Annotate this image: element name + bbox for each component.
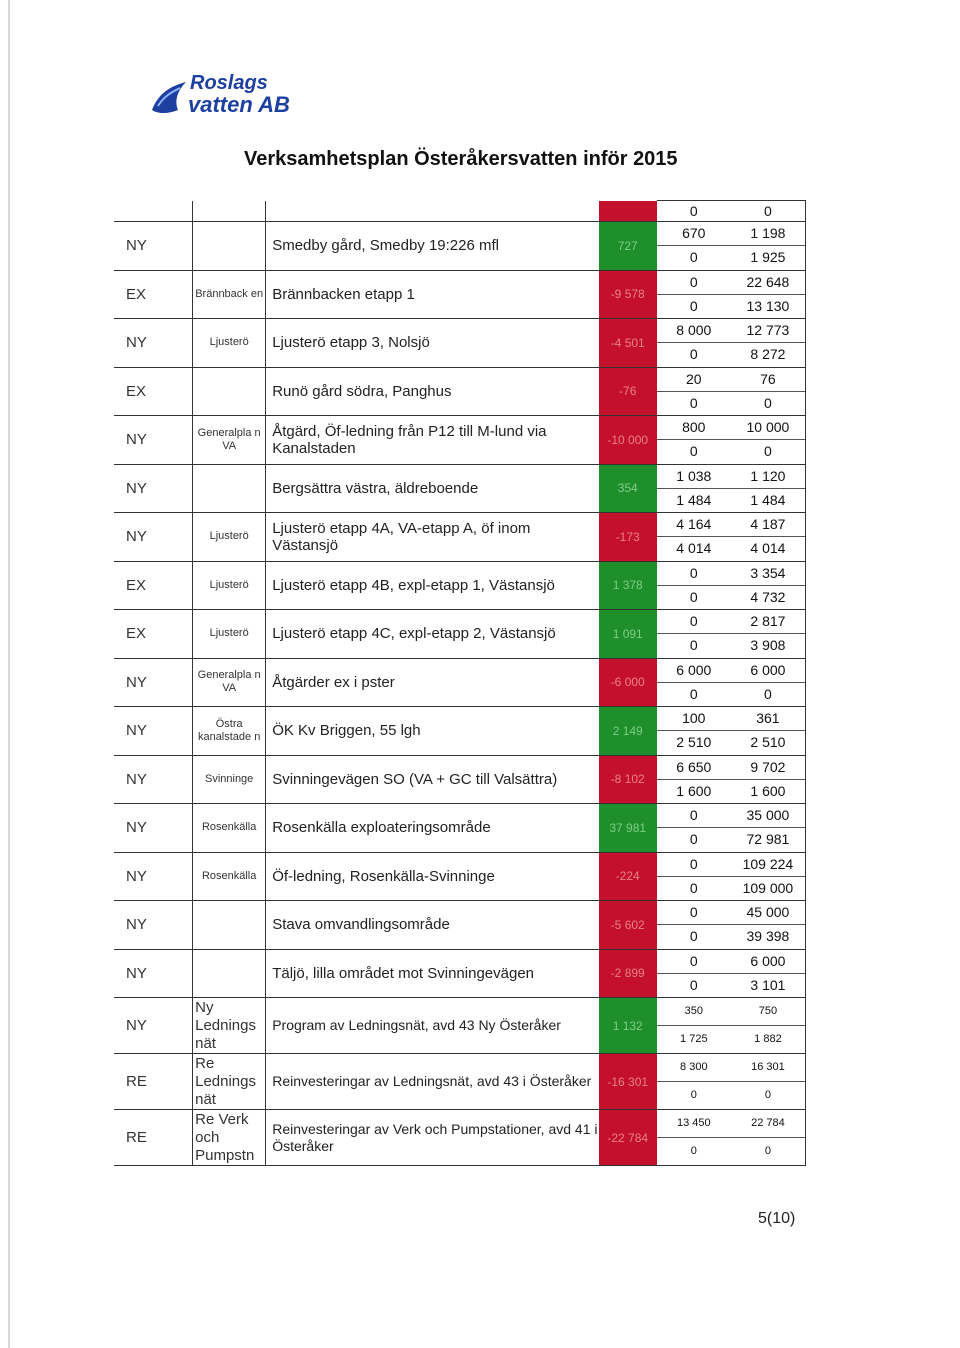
value-cell: 4 014 <box>750 540 786 557</box>
value-cell: 6 000 <box>657 659 731 683</box>
row-description: Täljö, lilla området mot Svinningevägen <box>266 949 599 998</box>
value-cell: 1 198 <box>731 222 805 246</box>
value-cell: 13 130 <box>746 297 790 314</box>
value-cell: 0 <box>657 950 731 974</box>
value-cell: 6 650 <box>657 756 731 780</box>
row-description: Ljusterö etapp 4A, VA-etapp A, öf inom Västansjö <box>266 513 599 562</box>
value-cell: 13 450 <box>657 1110 731 1138</box>
value-cell: 0 <box>764 685 772 702</box>
value-cell: 1 484 <box>750 491 786 508</box>
row-area: Ljusterö <box>193 513 266 562</box>
page-number: 5(10) <box>758 1210 796 1227</box>
value-cell: 0 <box>764 443 772 460</box>
row-description: Brännbacken etapp 1 <box>266 270 599 319</box>
row-values-2 <box>731 416 806 465</box>
value-pair <box>657 1110 731 1165</box>
value-pair <box>657 368 731 416</box>
row-values-1 <box>657 270 731 319</box>
value-pair <box>657 610 731 658</box>
value-cell: 3 101 <box>750 976 786 993</box>
row-status-bar: -10 000 <box>599 416 657 465</box>
row-type: NY <box>114 852 193 901</box>
value-cell: 2 510 <box>750 734 786 751</box>
row-type: NY <box>114 513 193 562</box>
row-description: Reinvesteringar av Ledningsnät, avd 43 i Österåker <box>266 1054 599 1110</box>
row-status-bar: -173 <box>599 513 657 562</box>
value-cell: 800 <box>657 416 731 440</box>
value-pair <box>657 853 731 901</box>
value-pair <box>731 756 805 804</box>
value-cell: 0 <box>690 1145 697 1157</box>
row-status-bar: 1 378 <box>599 561 657 610</box>
row-values-1 <box>657 319 731 368</box>
company-logo <box>148 72 318 122</box>
row-values-2 <box>731 1054 806 1110</box>
value-cell: 0 <box>689 685 698 702</box>
table-row <box>114 901 806 950</box>
row-status-bar: 1 091 <box>599 610 657 659</box>
value-pair <box>657 513 731 561</box>
row-values-2 <box>731 901 806 950</box>
value-pair <box>731 659 805 707</box>
row-type: NY <box>114 998 193 1054</box>
row-values-2 <box>731 707 806 756</box>
value-cell: 20 <box>657 368 731 392</box>
row-area <box>193 464 266 513</box>
value-cell: 0 <box>689 879 698 896</box>
value-cell: 16 301 <box>731 1054 805 1082</box>
row-values-1 <box>657 1054 731 1110</box>
value-cell: 45 000 <box>731 901 805 925</box>
row-values-2 <box>731 998 806 1054</box>
value-pair <box>731 1110 805 1165</box>
row-values-1 <box>657 513 731 562</box>
row-description: Runö gård södra, Panghus <box>266 367 599 416</box>
scan-edge <box>8 0 10 1348</box>
value-cell: 1 600 <box>676 782 712 799</box>
row-area: Re Lednings nät <box>193 1054 266 1110</box>
value-pair <box>657 562 731 610</box>
value-cell: 4 164 <box>657 513 731 537</box>
value-cell: 3 908 <box>750 637 786 654</box>
row-type: NY <box>114 464 193 513</box>
row-values-1 <box>657 707 731 756</box>
value-cell: 1 600 <box>750 782 786 799</box>
value-cell: 1 725 <box>680 1033 708 1045</box>
table-row <box>114 416 806 465</box>
value-pair <box>657 707 731 755</box>
value-cell: 1 882 <box>754 1033 782 1045</box>
value-cell: 0 <box>689 443 698 460</box>
value-pair <box>657 998 731 1053</box>
value-cell: 0 <box>764 1089 771 1101</box>
row-area: Ljusterö <box>193 561 266 610</box>
row-status-bar: -16 301 <box>599 1054 657 1110</box>
row-area <box>193 222 266 271</box>
value-cell: 1 925 <box>750 249 786 266</box>
table-row <box>114 610 806 659</box>
value-cell: 0 <box>657 610 731 634</box>
value-cell: 35 000 <box>731 804 805 828</box>
row-area <box>193 901 266 950</box>
value-cell: 0 <box>657 562 731 586</box>
row-values-2 <box>731 513 806 562</box>
value-cell: 1 484 <box>676 491 712 508</box>
value-cell: 39 398 <box>746 928 790 945</box>
row-values-1 <box>657 804 731 853</box>
value-cell: 0 <box>689 297 698 314</box>
header-value-1: 0 <box>657 201 731 222</box>
row-status-bar: -6 000 <box>599 658 657 707</box>
value-pair <box>731 901 805 949</box>
table-row <box>114 707 806 756</box>
row-description: Stava omvandlingsområde <box>266 901 599 950</box>
row-values-2 <box>731 367 806 416</box>
value-cell: 100 <box>657 707 731 731</box>
table-row <box>114 804 806 853</box>
row-values-1 <box>657 755 731 804</box>
row-values-2 <box>731 804 806 853</box>
row-status-bar: 1 132 <box>599 998 657 1054</box>
row-type: RE <box>114 1110 193 1166</box>
row-area: Ny Lednings nät <box>193 998 266 1054</box>
row-description: Bergsättra västra, äldreboende <box>266 464 599 513</box>
row-area: Re Verk och Pumpstn <box>193 1110 266 1166</box>
row-values-2 <box>731 658 806 707</box>
row-values-2 <box>731 949 806 998</box>
row-status-bar: -76 <box>599 367 657 416</box>
table-row <box>114 998 806 1054</box>
row-values-1 <box>657 949 731 998</box>
row-type: NY <box>114 901 193 950</box>
table-row <box>114 561 806 610</box>
value-cell: 4 014 <box>676 540 712 557</box>
value-pair <box>657 465 731 513</box>
row-area: Generalpla n VA <box>193 416 266 465</box>
row-type: NY <box>114 222 193 271</box>
row-values-1 <box>657 222 731 271</box>
row-values-1 <box>657 561 731 610</box>
value-pair <box>731 368 805 416</box>
row-type: NY <box>114 949 193 998</box>
row-status-bar: -22 784 <box>599 1110 657 1166</box>
row-type: NY <box>114 416 193 465</box>
row-values-1 <box>657 1110 731 1166</box>
row-description: ÖK Kv Briggen, 55 lgh <box>266 707 599 756</box>
header-row <box>114 201 806 222</box>
value-cell: 750 <box>731 998 805 1026</box>
row-status-bar: -8 102 <box>599 755 657 804</box>
value-cell: 109 224 <box>731 853 805 877</box>
value-pair <box>657 901 731 949</box>
value-cell: 109 000 <box>742 879 794 896</box>
row-description: Reinvesteringar av Verk och Pumpstationer, avd 41 i Österåker <box>266 1110 599 1166</box>
value-pair <box>731 271 805 319</box>
row-description: Åtgärd, Öf-ledning från P12 till M-lund via Kanalstaden <box>266 416 599 465</box>
value-cell: 0 <box>764 394 772 411</box>
row-status-bar: 2 149 <box>599 707 657 756</box>
value-cell: 1 038 <box>657 465 731 489</box>
value-pair <box>657 804 731 852</box>
row-type: NY <box>114 755 193 804</box>
value-pair <box>731 465 805 513</box>
row-status-bar: 727 <box>599 222 657 271</box>
value-cell: 0 <box>690 1089 697 1101</box>
table-row <box>114 464 806 513</box>
value-cell: 0 <box>689 637 698 654</box>
row-area: Generalpla n VA <box>193 658 266 707</box>
logo-line-2: vatten AB <box>188 92 290 117</box>
row-description: Rosenkälla exploateringsområde <box>266 804 599 853</box>
row-type: NY <box>114 658 193 707</box>
row-type: EX <box>114 561 193 610</box>
row-status-bar: -5 602 <box>599 901 657 950</box>
row-type: NY <box>114 804 193 853</box>
row-values-2 <box>731 222 806 271</box>
row-values-1 <box>657 416 731 465</box>
value-pair <box>731 804 805 852</box>
investment-table <box>114 200 806 1166</box>
value-cell: 0 <box>689 976 698 993</box>
water-drop-icon <box>148 80 188 116</box>
row-description: Öf-ledning, Rosenkälla-Svinninge <box>266 852 599 901</box>
row-area: Rosenkälla <box>193 852 266 901</box>
value-cell: 0 <box>657 804 731 828</box>
row-type: EX <box>114 270 193 319</box>
table-row <box>114 319 806 368</box>
value-cell: 6 000 <box>731 950 805 974</box>
value-cell: 0 <box>657 271 731 295</box>
row-status-bar: 37 981 <box>599 804 657 853</box>
value-cell: 8 300 <box>657 1054 731 1082</box>
row-values-1 <box>657 464 731 513</box>
value-pair <box>731 610 805 658</box>
row-status-bar: -9 578 <box>599 270 657 319</box>
row-values-2 <box>731 1110 806 1166</box>
table-row <box>114 367 806 416</box>
value-cell: 10 000 <box>731 416 805 440</box>
value-cell: 22 784 <box>731 1110 805 1138</box>
value-pair <box>657 271 731 319</box>
table-row <box>114 1110 806 1166</box>
value-pair <box>657 950 731 998</box>
value-pair <box>731 562 805 610</box>
value-cell: 76 <box>731 368 805 392</box>
table-row <box>114 949 806 998</box>
value-cell: 72 981 <box>746 831 790 848</box>
value-cell: 2 510 <box>676 734 712 751</box>
value-cell: 3 354 <box>731 562 805 586</box>
value-cell: 22 648 <box>731 271 805 295</box>
row-type: NY <box>114 707 193 756</box>
header-value-2: 0 <box>731 201 806 222</box>
table-row <box>114 222 806 271</box>
value-cell: 361 <box>731 707 805 731</box>
table-row <box>114 755 806 804</box>
value-cell: 0 <box>689 249 698 266</box>
value-cell: 9 702 <box>731 756 805 780</box>
row-description: Smedby gård, Smedby 19:226 mfl <box>266 222 599 271</box>
value-pair <box>657 1054 731 1109</box>
table-row <box>114 1054 806 1110</box>
value-pair <box>731 707 805 755</box>
value-pair <box>731 853 805 901</box>
row-description: Ljusterö etapp 3, Nolsjö <box>266 319 599 368</box>
table-row <box>114 513 806 562</box>
row-values-2 <box>731 464 806 513</box>
row-values-2 <box>731 610 806 659</box>
row-status-bar: -224 <box>599 852 657 901</box>
value-cell: 6 000 <box>731 659 805 683</box>
value-pair <box>657 416 731 464</box>
value-cell: 1 120 <box>731 465 805 489</box>
value-cell: 350 <box>657 998 731 1026</box>
row-values-1 <box>657 658 731 707</box>
value-cell: 0 <box>689 346 698 363</box>
table-row <box>114 270 806 319</box>
value-cell: 4 187 <box>731 513 805 537</box>
row-status-bar: -2 899 <box>599 949 657 998</box>
row-values-1 <box>657 998 731 1054</box>
value-pair <box>657 319 731 367</box>
value-pair <box>731 513 805 561</box>
row-status-bar: 354 <box>599 464 657 513</box>
row-values-1 <box>657 901 731 950</box>
row-type: EX <box>114 367 193 416</box>
row-description: Åtgärder ex i pster <box>266 658 599 707</box>
row-description: Svinningevägen SO (VA + GC till Valsättra) <box>266 755 599 804</box>
row-values-1 <box>657 367 731 416</box>
value-cell: 2 817 <box>731 610 805 634</box>
value-cell: 0 <box>764 1145 771 1157</box>
value-pair <box>657 756 731 804</box>
value-pair <box>731 416 805 464</box>
row-area: Östra kanalstade n <box>193 707 266 756</box>
value-pair <box>731 950 805 998</box>
value-cell: 0 <box>689 928 698 945</box>
row-area: Ljusterö <box>193 319 266 368</box>
row-area <box>193 949 266 998</box>
value-pair <box>731 1054 805 1109</box>
row-description: Ljusterö etapp 4B, expl-etapp 1, Västansjö <box>266 561 599 610</box>
row-type: RE <box>114 1054 193 1110</box>
table-row <box>114 658 806 707</box>
row-values-2 <box>731 852 806 901</box>
value-pair <box>731 998 805 1053</box>
row-values-2 <box>731 319 806 368</box>
page-title: Verksamhetsplan Österåkersvatten inför 2015 <box>244 148 678 170</box>
row-area: Rosenkälla <box>193 804 266 853</box>
value-cell: 8 272 <box>750 346 786 363</box>
value-cell: 0 <box>689 394 698 411</box>
row-type: NY <box>114 319 193 368</box>
value-pair <box>657 222 731 270</box>
value-cell: 670 <box>657 222 731 246</box>
value-cell: 0 <box>657 853 731 877</box>
value-cell: 0 <box>689 831 698 848</box>
row-values-2 <box>731 561 806 610</box>
table-row <box>114 852 806 901</box>
value-pair <box>657 659 731 707</box>
value-cell: 0 <box>657 901 731 925</box>
row-area: Brännback en <box>193 270 266 319</box>
row-status-bar: -4 501 <box>599 319 657 368</box>
value-cell: 8 000 <box>657 319 731 343</box>
row-values-2 <box>731 755 806 804</box>
value-pair <box>731 222 805 270</box>
row-area: Ljusterö <box>193 610 266 659</box>
row-type: EX <box>114 610 193 659</box>
row-values-2 <box>731 270 806 319</box>
value-cell: 0 <box>689 588 698 605</box>
row-description: Ljusterö etapp 4C, expl-etapp 2, Västansjö <box>266 610 599 659</box>
row-area: Svinninge <box>193 755 266 804</box>
value-cell: 4 732 <box>750 588 786 605</box>
value-pair <box>731 319 805 367</box>
row-area <box>193 367 266 416</box>
row-values-1 <box>657 610 731 659</box>
row-values-1 <box>657 852 731 901</box>
logo-line-1: Roslags <box>190 72 268 94</box>
value-cell: 12 773 <box>731 319 805 343</box>
row-description: Program av Ledningsnät, avd 43 Ny Österåker <box>266 998 599 1054</box>
